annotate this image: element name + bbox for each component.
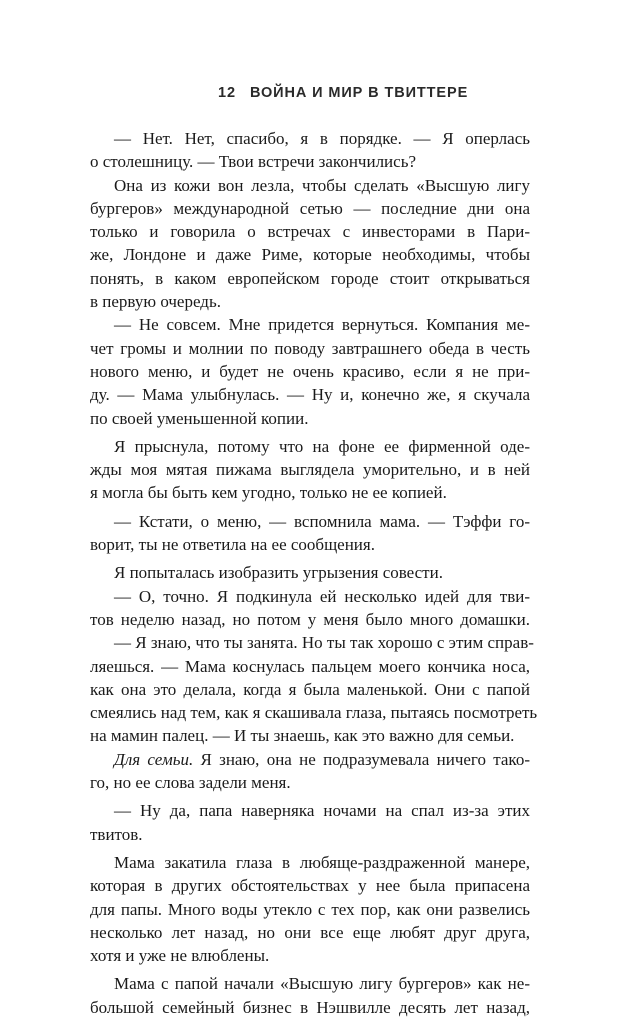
- text-line: — Ну да, папа наверняка ночами на спал из-за этих: [114, 801, 530, 821]
- paragraph: [90, 748, 530, 795]
- text-line: смеялись над тем, как я скашивала глаза, пытаясь посмотреть: [90, 703, 538, 723]
- text-line: понять, в каком европейском городе стоит открываться: [90, 268, 530, 288]
- text-line: хотя и уже не влюблены.: [90, 946, 270, 966]
- text-line: — Не совсем. Мне придется вернуться. Компания ме-: [114, 315, 530, 335]
- text-line: — Нет. Нет, спасибо, я в порядке. — Я оперлась: [114, 129, 530, 148]
- paragraph: [90, 972, 530, 1019]
- text-line: же, Лондоне и даже Риме, которые необходимы, чтобы: [90, 245, 530, 265]
- text-line: твитов.: [90, 824, 143, 844]
- book-title: ВОЙНА И МИР В ТВИТТЕРЕ: [249, 85, 469, 101]
- paragraph: [90, 851, 530, 967]
- text-line: ворит, ты не ответила на ее сообщения.: [90, 535, 375, 555]
- text-line: Мама закатила глаза в любяще-раздраженной манере,: [114, 852, 530, 872]
- text-line: по своей уменьшенной копии.: [90, 408, 309, 428]
- text-line: — Я знаю, что ты занята. Но ты так хорошо с этим справ-: [114, 633, 534, 653]
- text-line: [90, 748, 530, 771]
- text-line: о столешницу. — Твои встречи закончились?: [90, 152, 416, 172]
- text-line: для папы. Много воды утекло с тех пор, как они развелись: [90, 899, 530, 919]
- text-line: нового меню, и будет не очень красиво, если я не при-: [90, 361, 530, 381]
- paragraph: [90, 561, 530, 584]
- text-line: только и говорила о встречах с инвесторами в Пари-: [90, 222, 530, 242]
- text-line: которая в других обстоятельствах у нее была припасена: [90, 876, 530, 896]
- text-line: го, но ее слова задели меня.: [90, 773, 291, 793]
- text-line: Мама с папой начали «Высшую лигу бургеров» как не-: [114, 974, 530, 994]
- paragraph: [90, 585, 530, 632]
- text-line: большой семейный бизнес в Нэшвилле десять лет назад,: [90, 997, 530, 1017]
- text-line: жды моя мятая пижама выглядела уморительно, и в ней: [90, 460, 530, 480]
- text-line: на мамин палец. — И ты знаешь, как это важно для семьи.: [90, 726, 515, 746]
- text-line: Я попыталась изобразить угрызения совести.: [114, 563, 443, 583]
- text-line: я могла бы быть кем угодно, только не ее копией.: [90, 483, 447, 503]
- paragraph: [90, 510, 530, 557]
- text-line: ду. — Мама улыбнулась. — Ну и, конечно же, я скучала: [90, 385, 530, 405]
- text-line: бургеров» международной сетью — последние дни она: [90, 198, 530, 218]
- text-line: как она это делала, когда я была маленькой. Они с папой: [90, 679, 530, 699]
- paragraph: [90, 313, 530, 429]
- page-number: 12: [218, 85, 236, 101]
- text-line: в первую очередь.: [90, 292, 221, 312]
- text-line: Я прыснула, потому что на фоне ее фирменной оде-: [114, 436, 530, 456]
- text-line: — Кстати, о меню, — вспомнила мама. — Тэффи го-: [114, 511, 530, 531]
- text-line: чет громы и молнии по поводу завтрашнего обеда в честь: [90, 338, 530, 358]
- body-text: [90, 127, 538, 1019]
- text-line: — О, точно. Я подкинула ей несколько идей для тви-: [114, 586, 530, 606]
- running-head: [218, 85, 468, 101]
- italic-lead: Для семьи.: [114, 749, 194, 769]
- text-line: ляешься. — Мама коснулась пальцем моего кончика носа,: [90, 656, 530, 676]
- line-rest: Я знаю, она не подразумевала ничего тако-: [193, 749, 530, 769]
- paragraph: [90, 127, 530, 174]
- text-line: тов неделю назад, но потом у меня было много домашки.: [90, 609, 530, 629]
- paragraph: [90, 799, 530, 846]
- paragraph: [90, 435, 530, 505]
- text-line: Она из кожи вон лезла, чтобы сделать «Высшую лигу: [114, 175, 530, 195]
- paragraph: [90, 631, 538, 747]
- paragraph: [90, 174, 530, 314]
- text-line: несколько лет назад, но они все еще любят друг друга,: [90, 922, 530, 942]
